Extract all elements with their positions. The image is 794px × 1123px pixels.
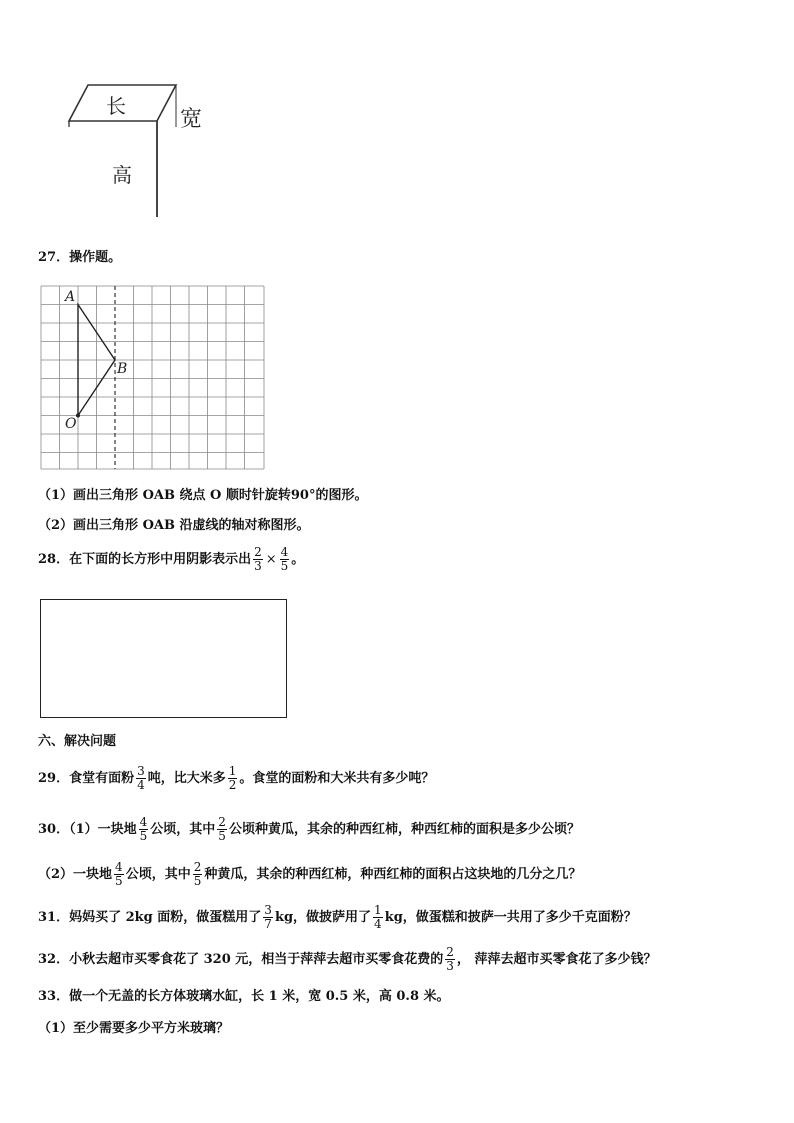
q30b-prefix: （2）一块地 [38, 867, 113, 882]
fraction-numerator: 2 [446, 945, 454, 959]
label-point-o: O [65, 416, 77, 432]
fraction-numerator: 2 [218, 815, 226, 829]
fraction-denominator: 5 [193, 874, 202, 888]
label-height: 高 [112, 163, 132, 187]
q30b-suffix: 种黄瓜，其余的种西红柿，种西红柿的面积占这块地的几分之几？ [204, 867, 582, 882]
q32-suffix: ， 萍萍去超市买零食花了多少钱？ [456, 952, 657, 967]
label-point-b: B [117, 361, 128, 377]
q31-mid: kg，做披萨用了 [274, 910, 372, 925]
q32-prefix: 32．小秋去超市买零食花了 320 元，相当于萍萍去超市买零食花费的 [38, 952, 444, 967]
q30-part1-question [38, 816, 580, 843]
q29-mid: 吨，比大米多 [147, 771, 226, 786]
label-width: 宽 [180, 107, 203, 132]
fraction-numerator: 4 [115, 860, 123, 874]
point-o-dot [76, 414, 80, 418]
fraction-denominator: 4 [374, 917, 382, 931]
fraction-1-4 [373, 904, 383, 931]
q27-part2: （2）画出三角形 OAB 沿虚线的轴对称图形。 [38, 518, 310, 533]
label-length: 长 [106, 94, 126, 118]
q30a-suffix: 公顷种黄瓜，其余的种西红柿，种西红柿的面积是多少公顷？ [228, 822, 580, 837]
q27-title: 27．操作题。 [38, 250, 122, 265]
fraction-numerator: 3 [137, 764, 145, 778]
fraction-4-5 [280, 546, 290, 573]
box-dimension-figure [60, 75, 230, 225]
fraction-denominator: 3 [254, 559, 262, 573]
section-6-title: 六、解决问题 [38, 734, 117, 749]
q28-suffix: 。 [291, 552, 305, 567]
q30a-mid: 公顷，其中 [150, 822, 216, 837]
fraction-denominator: 5 [115, 874, 123, 888]
fraction-3-4 [136, 765, 146, 792]
q27-grid-figure [38, 284, 268, 474]
fraction-denominator: 5 [139, 829, 148, 843]
fraction-numerator: 4 [280, 545, 289, 559]
q30-part2-question [38, 861, 581, 888]
fraction-numerator: 1 [228, 764, 237, 778]
q33-part1: （1）至少需要多少平方米玻璃？ [38, 1021, 230, 1036]
q31-suffix: kg，做蛋糕和披萨一共用了多少千克面粉？ [384, 910, 637, 925]
q33-question: 33．做一个无盖的长方体玻璃水缸，长 1 米，宽 0.5 米，高 0.8 米。 [38, 989, 450, 1004]
fraction-denominator: 5 [280, 559, 289, 573]
times-sign: × [265, 552, 277, 567]
grid-lines [41, 286, 264, 469]
fraction-numerator: 2 [193, 860, 202, 874]
fraction-numerator: 4 [139, 815, 148, 829]
fraction-denominator: 7 [264, 917, 272, 931]
q29-prefix: 29．食堂有面粉 [38, 771, 135, 786]
fraction-denominator: 2 [228, 778, 237, 792]
fraction-2-5 [217, 816, 227, 843]
q29-question [38, 765, 434, 792]
fraction-1-2 [228, 765, 238, 792]
fraction-numerator: 2 [254, 545, 262, 559]
fraction-denominator: 5 [218, 829, 226, 843]
q28-rectangle[interactable] [40, 599, 287, 718]
fraction-4-5 [139, 816, 149, 843]
fraction-denominator: 4 [137, 778, 145, 792]
label-point-a: A [65, 289, 76, 305]
q31-prefix: 31．妈妈买了 2kg 面粉，做蛋糕用了 [38, 910, 262, 925]
fraction-2-3 [445, 946, 455, 973]
fraction-4-5 [114, 861, 124, 888]
fraction-numerator: 3 [264, 903, 272, 917]
q29-suffix: 。食堂的面粉和大米共有多少吨？ [239, 771, 435, 786]
fraction-3-7 [263, 904, 273, 931]
q32-question [38, 946, 656, 973]
q28-question [38, 546, 304, 573]
q31-question [38, 904, 637, 931]
q27-part1: （1）画出三角形 OAB 绕点 O 顺时针旋转90°的图形。 [38, 488, 368, 503]
q28-prefix: 28．在下面的长方形中用阴影表示出 [38, 552, 252, 567]
fraction-denominator: 3 [446, 959, 454, 973]
fraction-numerator: 1 [374, 903, 382, 917]
q30a-prefix: 30．（1）一块地 [38, 822, 137, 837]
fraction-2-3 [253, 546, 263, 573]
fraction-2-5 [193, 861, 203, 888]
q30b-mid: 公顷，其中 [125, 867, 191, 882]
